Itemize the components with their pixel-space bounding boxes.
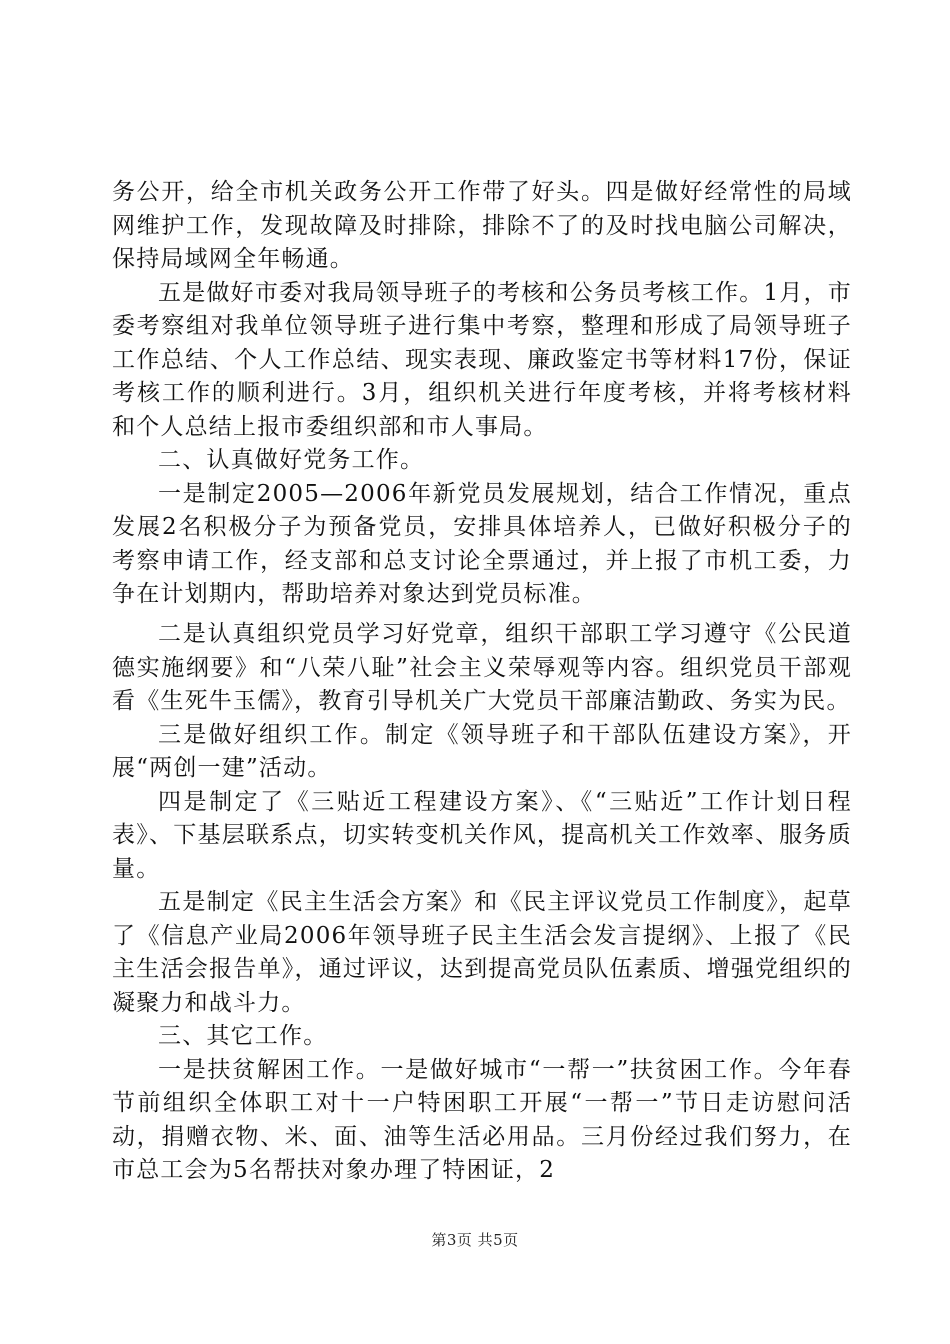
page-footer: 第3页 共5页	[431, 1231, 519, 1249]
paragraph: 三是做好组织工作。制定《领导班子和干部队伍建设方案》，开展“两创一建”活动。	[112, 721, 852, 781]
section-heading: 三、其它工作。	[158, 1023, 328, 1049]
paragraph: 二是认真组织党员学习好党章，组织干部职工学习遵守《公民道德实施纲要》和“八荣八耻”社会主义荣辱观等内容。组织党员干部观看《生死牛玉儒》，教育引导机关广大党员干部廉洁勤政、务实为民。	[112, 621, 852, 714]
paragraph: 一是扶贫解困工作。一是做好城市“一帮一”扶贫困工作。今年春节前组织全体职工对十一户特困职工开展“一帮一”节日走访慰问活动，捐赠衣物、米、面、油等生活必用品。三月份经过我们努力，在市总工会为5名帮扶对象办理了特困证，2	[112, 1056, 852, 1183]
paragraph: 一是制定2005—2006年新党员发展规划，结合工作情况，重点发展2名积极分子为预备党员，安排具体培养人，已做好积极分子的考察申请工作，经支部和总支讨论全票通过，并上报了市机工委，力争在计划期内，帮助培养对象达到党员标准。	[112, 480, 852, 607]
paragraph: 务公开，给全市机关政务公开工作带了好头。四是做好经常性的局域网维护工作，发现故障及时排除，排除不了的及时找电脑公司解决，保持局域网全年畅通。	[112, 179, 852, 272]
paragraph: 四是制定了《三贴近工程建设方案》、《“三贴近”工作计划日程表》、下基层联系点，切实转变机关作风，提高机关工作效率、服务质量。	[112, 788, 852, 882]
body-text-block-2	[112, 618, 852, 1188]
paragraph: 五是做好市委对我局领导班子的考核和公务员考核工作。1月，市委考察组对我单位领导班子进行集中考察，整理和形成了局领导班子工作总结、个人工作总结、现实表现、廉政鉴定书等材料17份，保证考核工作的顺利进行。3月，组织机关进行年度考核，并将考核材料和个人总结上报市委组织部和市人事局。	[112, 279, 852, 440]
body-text-block-1	[112, 176, 852, 612]
paragraph: 五是制定《民主生活会方案》和《民主评议党员工作制度》，起草了《信息产业局2006年领导班子民主生活会发言提纲》、上报了《民主生活会报告单》，通过评议，达到提高党员队伍素质、增强党组织的凝聚力和战斗力。	[112, 889, 852, 1016]
section-heading: 二、认真做好党务工作。	[158, 447, 425, 473]
